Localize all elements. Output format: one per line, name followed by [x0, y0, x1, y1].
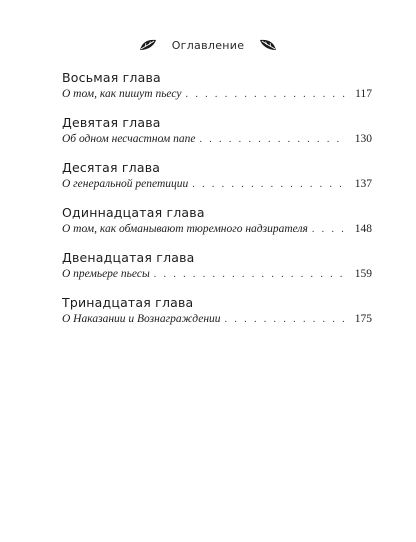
toc-entry[interactable]: [62, 70, 372, 103]
page-number: 137: [354, 178, 372, 190]
toc-subline: [62, 221, 372, 238]
chapter-subtitle: О том, как обманывают тюремного надзирателя: [62, 223, 308, 235]
chapter-title: Десятая глава: [62, 160, 161, 175]
page-number: 148: [354, 223, 372, 235]
dot-leader: [192, 177, 346, 193]
toc-subline: [62, 86, 372, 103]
table-of-contents: [62, 70, 372, 340]
page-number: 117: [355, 88, 372, 100]
dot-leader: [186, 87, 346, 103]
leaf-ornament-icon: [138, 38, 158, 52]
toc-subline: [62, 176, 372, 193]
chapter-subtitle: О Наказании и Вознаграждении: [62, 313, 221, 325]
chapter-subtitle: О генеральной репетиции: [62, 178, 189, 190]
toc-subline: [62, 311, 372, 328]
chapter-subtitle: Об одном несчастном папе: [62, 133, 196, 145]
dot-leader: [225, 312, 346, 328]
dot-leader: [199, 132, 346, 148]
page-number: 159: [354, 268, 372, 280]
toc-title: Оглавление: [171, 38, 245, 52]
dot-leader: [154, 267, 346, 283]
toc-subline: [62, 266, 372, 283]
chapter-title: Тринадцатая глава: [62, 295, 194, 310]
chapter-title: Одиннадцатая глава: [62, 205, 205, 220]
dot-leader: [312, 222, 346, 238]
chapter-title: Восьмая глава: [62, 70, 161, 85]
chapter-subtitle: О том, как пишут пьесу: [62, 88, 182, 100]
toc-entry[interactable]: [62, 250, 372, 283]
toc-entry[interactable]: [62, 115, 372, 148]
chapter-subtitle: О премьере пьесы: [62, 268, 150, 280]
toc-entry[interactable]: [62, 205, 372, 238]
leaf-ornament-icon: [258, 38, 278, 52]
page-number: 175: [354, 313, 372, 325]
toc-header: [0, 38, 416, 52]
chapter-title: Девятая глава: [62, 115, 161, 130]
toc-entry[interactable]: [62, 160, 372, 193]
chapter-title: Двенадцатая глава: [62, 250, 195, 265]
page-number: 130: [354, 133, 372, 145]
toc-subline: [62, 131, 372, 148]
toc-entry[interactable]: [62, 295, 372, 328]
